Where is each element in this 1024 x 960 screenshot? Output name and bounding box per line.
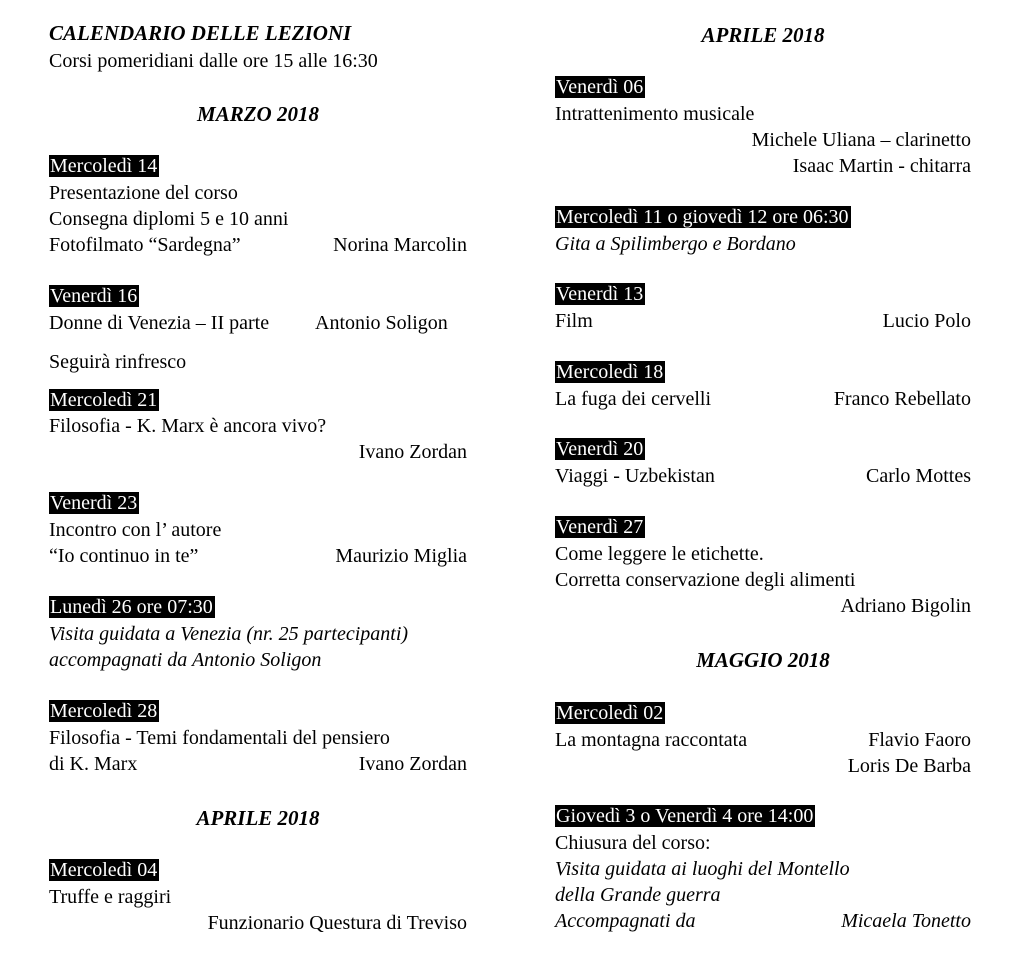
lesson-text: “Io continuo in te” [49, 545, 199, 567]
lesson-speaker: Maurizio Miglia [335, 545, 467, 567]
lesson-date: Venerdì 27 [556, 516, 644, 538]
lesson-text: Come leggere le etichette. [555, 543, 764, 565]
lesson-text: di K. Marx [49, 753, 138, 775]
lesson-text: Gita a Spilimbergo e Bordano [555, 233, 796, 255]
lesson-date: Venerdì 06 [556, 76, 644, 98]
lesson-text: della Grande guerra [555, 884, 721, 906]
lesson-text: Filosofia - K. Marx è ancora vivo? [49, 415, 327, 437]
lesson-text: Fotofilmato “Sardegna” [49, 234, 241, 256]
lesson-speaker: Funzionario Questura di Treviso [207, 912, 467, 934]
lesson-text: Visita guidata a Venezia (nr. 25 partecipanti) [49, 623, 409, 645]
lesson-text: Truffe e raggiri [49, 886, 172, 908]
lesson-speaker: Ivano Zordan [358, 441, 467, 463]
lesson-date: Venerdì 20 [556, 438, 644, 460]
lesson-text: accompagnati da Antonio Soligon [49, 649, 322, 671]
lesson-speaker: Franco Rebellato [833, 388, 971, 410]
lesson-text: Visita guidata ai luoghi del Montello [555, 858, 850, 880]
lesson-note: Seguirà rinfresco [49, 351, 187, 373]
lesson-date: Mercoledì 02 [556, 702, 664, 724]
lesson-date: Giovedì 3 o Venerdì 4 ore 14:00 [556, 805, 814, 827]
month-heading-maggio: MAGGIO 2018 [696, 648, 830, 672]
month-heading-aprile: APRILE 2018 [701, 23, 825, 47]
lesson-date: Mercoledì 18 [556, 361, 664, 383]
lesson-date: Mercoledì 04 [50, 859, 158, 881]
lesson-speaker: Adriano Bigolin [840, 595, 971, 617]
lesson-text: Filosofia - Temi fondamentali del pensiero [49, 727, 390, 749]
lesson-speaker: Isaac Martin - chitarra [792, 155, 971, 177]
month-heading-aprile: APRILE 2018 [196, 806, 320, 830]
lesson-speaker: Micaela Tonetto [841, 910, 971, 932]
lesson-date: Mercoledì 11 o giovedì 12 ore 06:30 [556, 206, 849, 228]
lesson-speaker: Loris De Barba [847, 755, 971, 777]
lesson-date: Mercoledì 21 [50, 389, 158, 411]
lesson-text: Consegna diplomi 5 e 10 anni [49, 208, 289, 230]
lesson-text: Incontro con l’ autore [49, 519, 222, 541]
lesson-speaker: Carlo Mottes [866, 465, 971, 487]
lesson-date: Mercoledì 14 [50, 155, 158, 177]
lesson-speaker: Michele Uliana – clarinetto [751, 129, 971, 151]
lesson-speaker: Antonio Soligon [315, 312, 448, 334]
lesson-text: Donne di Venezia – II parte [49, 312, 270, 334]
lesson-text: Film [555, 310, 593, 332]
lesson-date: Venerdì 13 [556, 283, 644, 305]
lesson-text: Corretta conservazione degli alimenti [555, 569, 856, 591]
lesson-speaker: Lucio Polo [882, 310, 971, 332]
lesson-speaker: Ivano Zordan [358, 753, 467, 775]
lesson-text: Viaggi - Uzbekistan [555, 465, 715, 487]
lesson-date: Mercoledì 28 [50, 700, 158, 722]
lesson-date: Lunedì 26 ore 07:30 [50, 596, 213, 618]
lesson-date: Venerdì 23 [50, 492, 138, 514]
lesson-text: Presentazione del corso [49, 182, 238, 204]
document-title: CALENDARIO DELLE LEZIONI [49, 21, 352, 45]
lesson-speaker: Norina Marcolin [333, 234, 467, 256]
lesson-text: Accompagnati da [555, 910, 696, 932]
lesson-speaker: Flavio Faoro [868, 729, 971, 751]
lesson-text: La fuga dei cervelli [555, 388, 712, 410]
lesson-text: Chiusura del corso: [555, 832, 711, 854]
lesson-text: Intrattenimento musicale [555, 103, 755, 125]
lesson-text: La montagna raccontata [555, 729, 748, 751]
lesson-date: Venerdì 16 [50, 285, 138, 307]
document-subtitle: Corsi pomeridiani dalle ore 15 alle 16:30 [49, 50, 378, 72]
month-heading-marzo: MARZO 2018 [197, 102, 319, 126]
